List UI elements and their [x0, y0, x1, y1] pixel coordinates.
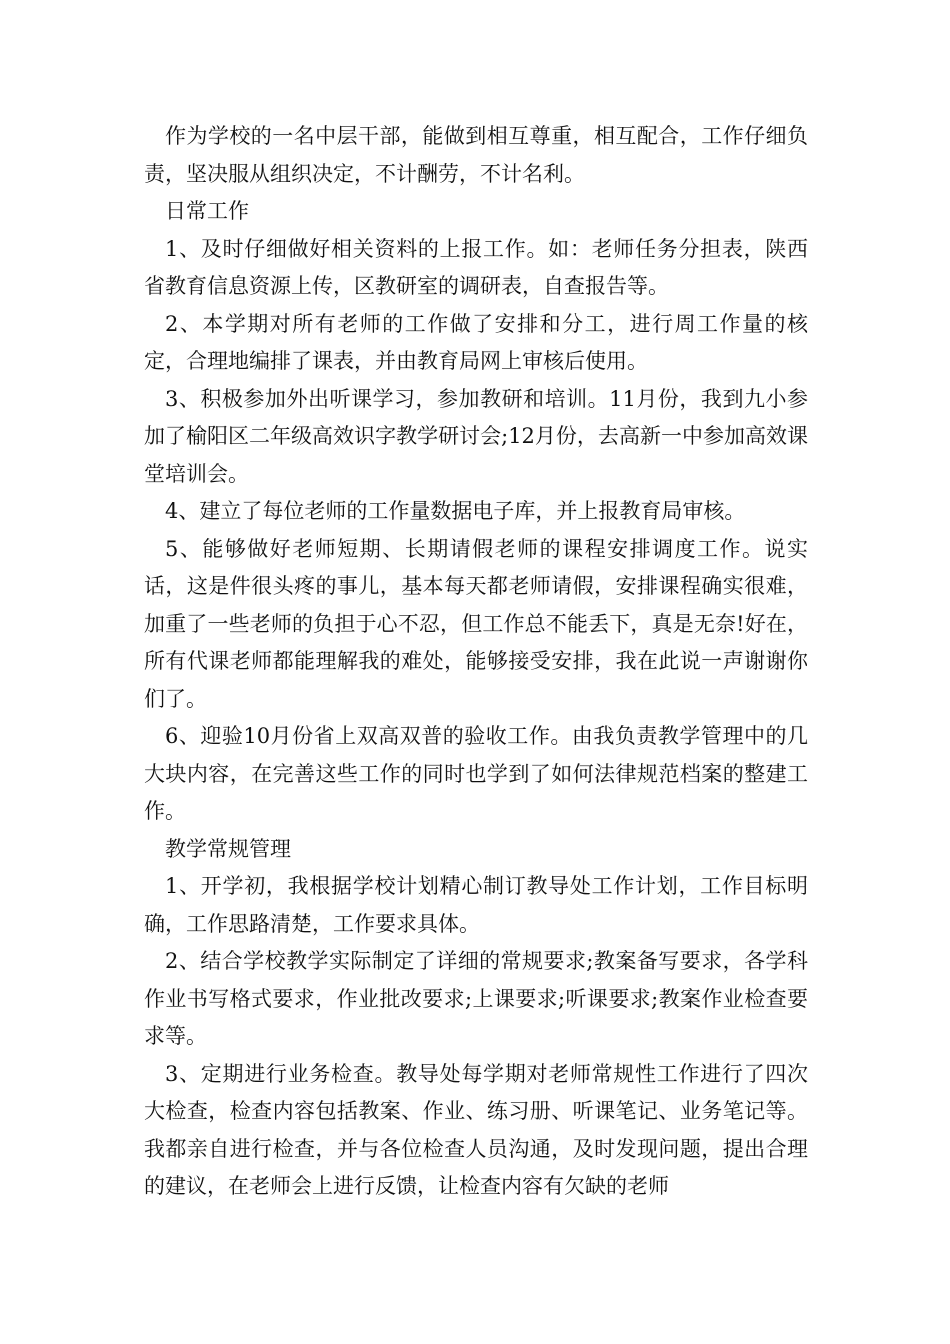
daily-work-item-6: 6、迎验10月份省上双高双普的验收工作。由我负责教学管理中的几大块内容，在完善这些工作的同时也学到了如何法律规范档案的整建工作。 [144, 724, 808, 823]
document-body [144, 118, 808, 1206]
teaching-routine-item-1: 1、开学初，我根据学校计划精心制订教导处工作计划，工作目标明确，工作思路清楚，工作要求具体。 [144, 874, 808, 936]
intro-paragraph: 作为学校的一名中层干部，能做到相互尊重，相互配合，工作仔细负责，坚决服从组织决定，不计酬劳，不计名利。 [144, 124, 808, 186]
daily-work-item-2: 2、本学期对所有老师的工作做了安排和分工，进行周工作量的核定，合理地编排了课表，并由教育局网上审核后使用。 [144, 311, 808, 373]
section-heading-daily-work: 日常工作 [165, 199, 249, 223]
teaching-routine-item-2: 2、结合学校教学实际制定了详细的常规要求;教案备写要求，各学科作业书写格式要求，作业批改要求;上课要求;听课要求;教案作业检查要求等。 [144, 949, 808, 1048]
daily-work-item-1: 1、及时仔细做好相关资料的上报工作。如：老师任务分担表，陕西省教育信息资源上传，区教研室的调研表，自查报告等。 [144, 236, 808, 298]
teaching-routine-item-3: 3、定期进行业务检查。教导处每学期对老师常规性工作进行了四次大检查，检查内容包括教案、作业、练习册、听课笔记、业务笔记等。我都亲自进行检查，并与各位检查人员沟通，及时发现问题，提出合理的建议，在老师会上进行反馈，让检查内容有欠缺的老师 [144, 1061, 808, 1198]
daily-work-item-4: 4、建立了每位老师的工作量数据电子库，并上报教育局审核。 [165, 499, 746, 523]
daily-work-item-5: 5、能够做好老师短期、长期请假老师的课程安排调度工作。说实话，这是件很头疼的事儿，基本每天都老师请假，安排课程确实很难，加重了一些老师的负担于心不忍，但工作总不能丢下，真是无奈!好在，所有代课老师都能理解我的难处，能够接受安排，我在此说一声谢谢你们了。 [144, 536, 808, 711]
daily-work-item-3: 3、积极参加外出听课学习，参加教研和培训。11月份，我到九小参加了榆阳区二年级高效识字教学研讨会;12月份，去高新一中参加高效课堂培训会。 [144, 386, 808, 486]
section-heading-teaching-routine: 教学常规管理 [165, 836, 291, 861]
